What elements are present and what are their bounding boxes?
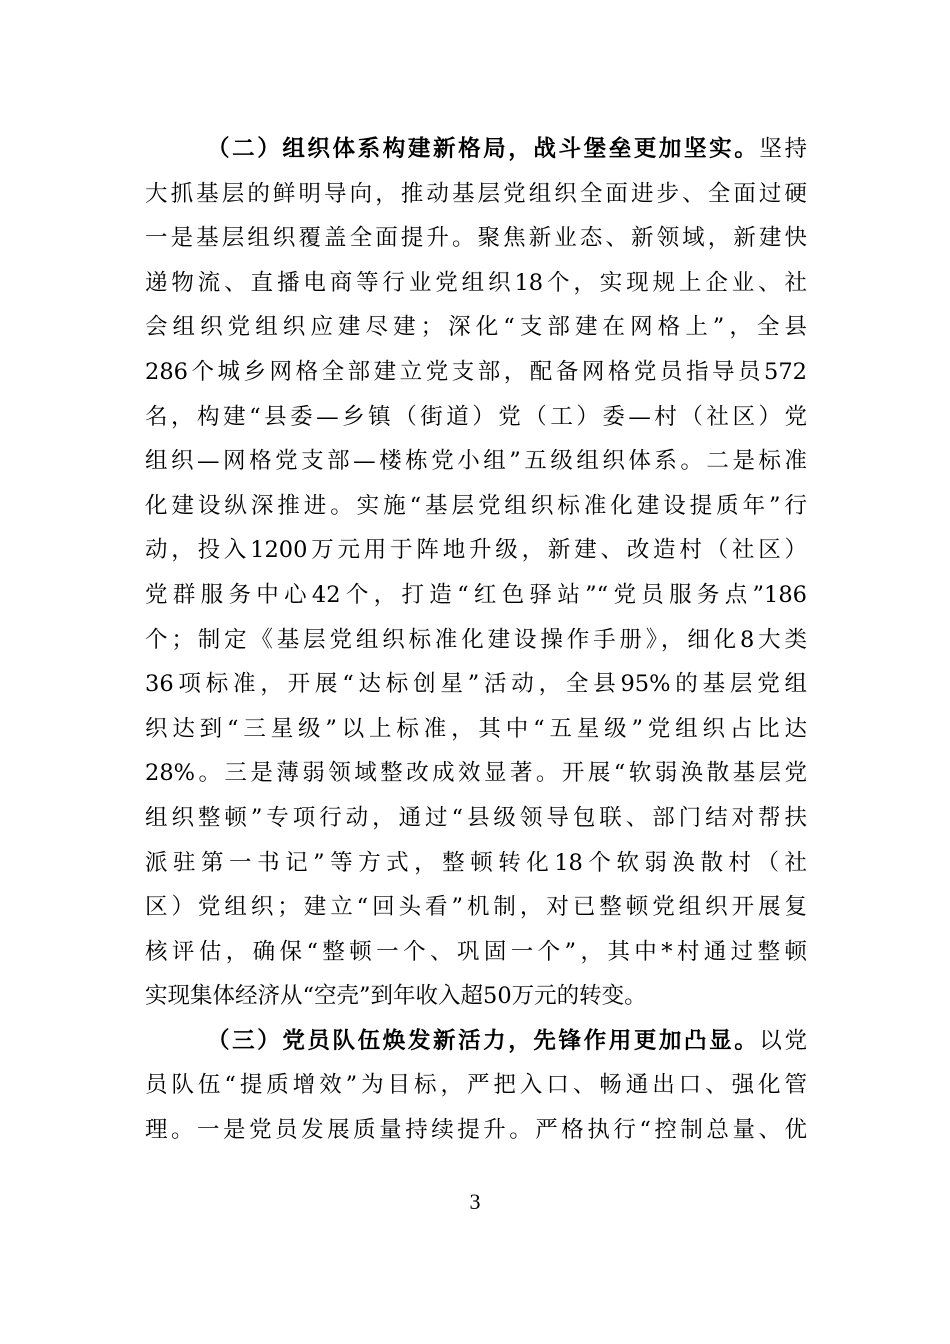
paragraph-line: 个；制定《基层党组织标准化建设操作手册》，细化8大类: [145, 626, 807, 653]
paragraph-line: 会组织党组织应建尽建；深化“支部建在网格上”，全县: [145, 314, 807, 341]
paragraph-text: 以党: [759, 1027, 807, 1054]
section-heading: （二）组织体系构建新格局，战斗堡垒更加坚实。: [207, 136, 760, 162]
paragraph-line: 一是基层组织覆盖全面提升。聚焦新业态、新领域，新建快: [145, 225, 807, 252]
paragraph-line: 组织—网格党支部—楼栋党小组”五级组织体系。二是标准: [145, 448, 807, 475]
page-number: 3: [469, 1189, 481, 1214]
paragraph-line: 员队伍“提质增效”为目标，严把入口、畅通出口、强化管: [145, 1072, 807, 1099]
paragraph-line: 大抓基层的鲜明导向，推动基层党组织全面进步、全面过硬: [145, 180, 807, 207]
section-heading: （三）党员队伍焕发新活力，先锋作用更加凸显。: [207, 1027, 760, 1054]
paragraph-line: 组织整顿”专项行动，通过“县级领导包联、部门结对帮扶: [145, 804, 807, 831]
paragraph-line: 党群服务中心42个，打造“红色驿站”“党员服务点”186: [145, 581, 807, 608]
paragraph-text: 坚持: [759, 136, 807, 162]
paragraph-line: [145, 1019, 807, 1064]
paragraph-party-members: [145, 1019, 807, 1153]
paragraph-line: 286个城乡网格全部建立党支部，配备网格党员指导员572: [145, 358, 807, 385]
paragraph-organization-system: [145, 127, 807, 1019]
paragraph-line: 名，构建“县委—乡镇（街道）党（工）委—村（社区）党: [145, 403, 807, 430]
paragraph-line: 递物流、直播电商等行业党组织18个，实现规上企业、社: [145, 269, 807, 296]
paragraph-line: [145, 127, 807, 172]
paragraph-line: 28%。三是薄弱领域整改成效显著。开展“软弱涣散基层党: [145, 760, 807, 787]
paragraph-line: 实现集体经济从“空壳”到年收入超50万元的转变。: [145, 983, 647, 1010]
paragraph-line: 化建设纵深推进。实施“基层党组织标准化建设提质年”行: [145, 492, 807, 519]
paragraph-line: 36项标准，开展“达标创星”活动，全县95%的基层党组: [145, 671, 807, 698]
paragraph-line: 动，投入1200万元用于阵地升级，新建、改造村（社区）: [145, 537, 807, 564]
paragraph-line: 区）党组织；建立“回头看”机制，对已整顿党组织开展复: [145, 894, 807, 921]
paragraph-line: 理。一是党员发展质量持续提升。严格执行“控制总量、优: [145, 1117, 807, 1144]
paragraph-line: 织达到“三星级”以上标准，其中“五星级”党组织占比达: [145, 715, 807, 742]
document-body: [145, 127, 807, 1153]
paragraph-line: 派驻第一书记”等方式，整顿转化18个软弱涣散村（社: [145, 849, 807, 876]
paragraph-line: 核评估，确保“整顿一个、巩固一个”，其中*村通过整顿: [145, 938, 807, 965]
